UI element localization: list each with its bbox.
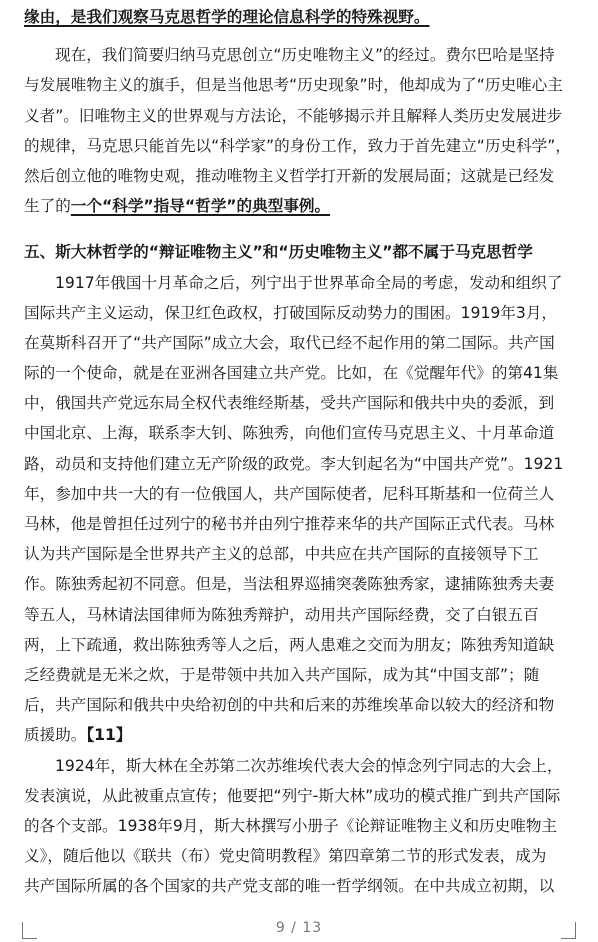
paragraph-2: 现在，我们简要归纳马克思创立“历史唯物主义”的经过。费尔巴哈是坚持 与发展唯物主义的旗手，但是当他思考“历史现象”时，他却成为了“历史唯心主 义者”。旧唯物主义的世界观与方法论，不能够揭示并且解释人类历史发展进步 的规律，马克思只能首先以“科学家”的身份工作，致力于首先建立“历史科学”， 然后创立他的唯物史观，推动唯物主义哲学打开新的发展局面；这就是已经发 生了的一个“科学”指导“哲学”的典型事例。 (24, 46, 571, 216)
corner-bracket-right-icon (561, 922, 576, 939)
emphasis-example: 一个“科学”指导“哲学”的典型事例。 (70, 197, 331, 216)
paragraph-3: 1917年俄国十月革命之后，列宁出于世界革命全局的考虑，发动和组织了 国际共产主义运动，保卫红色政权，打破国际反动势力的围困。1919年3月， 在莫斯科召开了“共产国际”成立大会，取代已经不起作用的第二国际。共产国 际的一个使命，就是在亚洲各国建立共产党。比如，在《觉醒年代》的第41集 中，俄国共产党远东局全权代表维经斯基，受共产国际和俄共中央的委派，到 中国北京、上海，联系李大钊、陈独秀，向他们宣传马克思主义、十月革命道 路，动员和支持他们建立无产阶级的政党。李大钊起名为“中国共产党”。1921 年，参加中共一大的有一位俄国人，共产国际使者，尼科耳斯基和一位荷兰人 马林，他是曾担任过列宁的秘书并由列宁推荐来华的共产国际正式代表。马林 认为共产国际是全世界共产主义的总部，中共应在共产国际的直接领导下工 作。陈独秀起初不同意。但是，当法租界巡捕突袭陈独秀家，逮捕陈独秀夫妻 等五人，马林请法国律师为陈独秀辩护，动用共产国际经费，交了白银五百 两，上下疏通，救出陈独秀等人之后，两人患难之交而为朋友；陈独秀知道缺 乏经费就是无米之炊，于是带领中共加入共产国际，成为其“中国支部”；随 后，共产国际和俄共中央给初创的中共和后来的苏维埃革命以较大的经济和物 质援助。【11】 (24, 273, 564, 745)
paragraph-4: 1924年，斯大林在全苏第二次苏维埃代表大会的悼念列宁同志的大会上， 发表演说，从此被重点宣传；他要把“列宁-斯大林”成功的模式推广到共产国际 的各个支部。1938年9月，斯大林撰写小册子《论辩证唯物主义和历史唯物主 义》，随后他以《联共（布）党史简明教程》第四章第二节的形式发表，成为 共产国际所属的各个国家的共产党支部的唯一哲学纲领。在中共成立初期，以 (24, 756, 563, 896)
paragraph-end-bold-line: 缘由，是我们观察马克思哲学的理论信息科学的特殊视野。 (24, 8, 430, 26)
page-body (24, 2, 580, 901)
page-footer (0, 918, 598, 942)
page-indicator: 9 / 13 (275, 920, 323, 936)
section-heading: 五、斯大林哲学的“辩证唯物主义”和“历史唯物主义”都不属于马克思哲学 (24, 243, 533, 262)
citation-ref: 【11】 (86, 726, 132, 745)
